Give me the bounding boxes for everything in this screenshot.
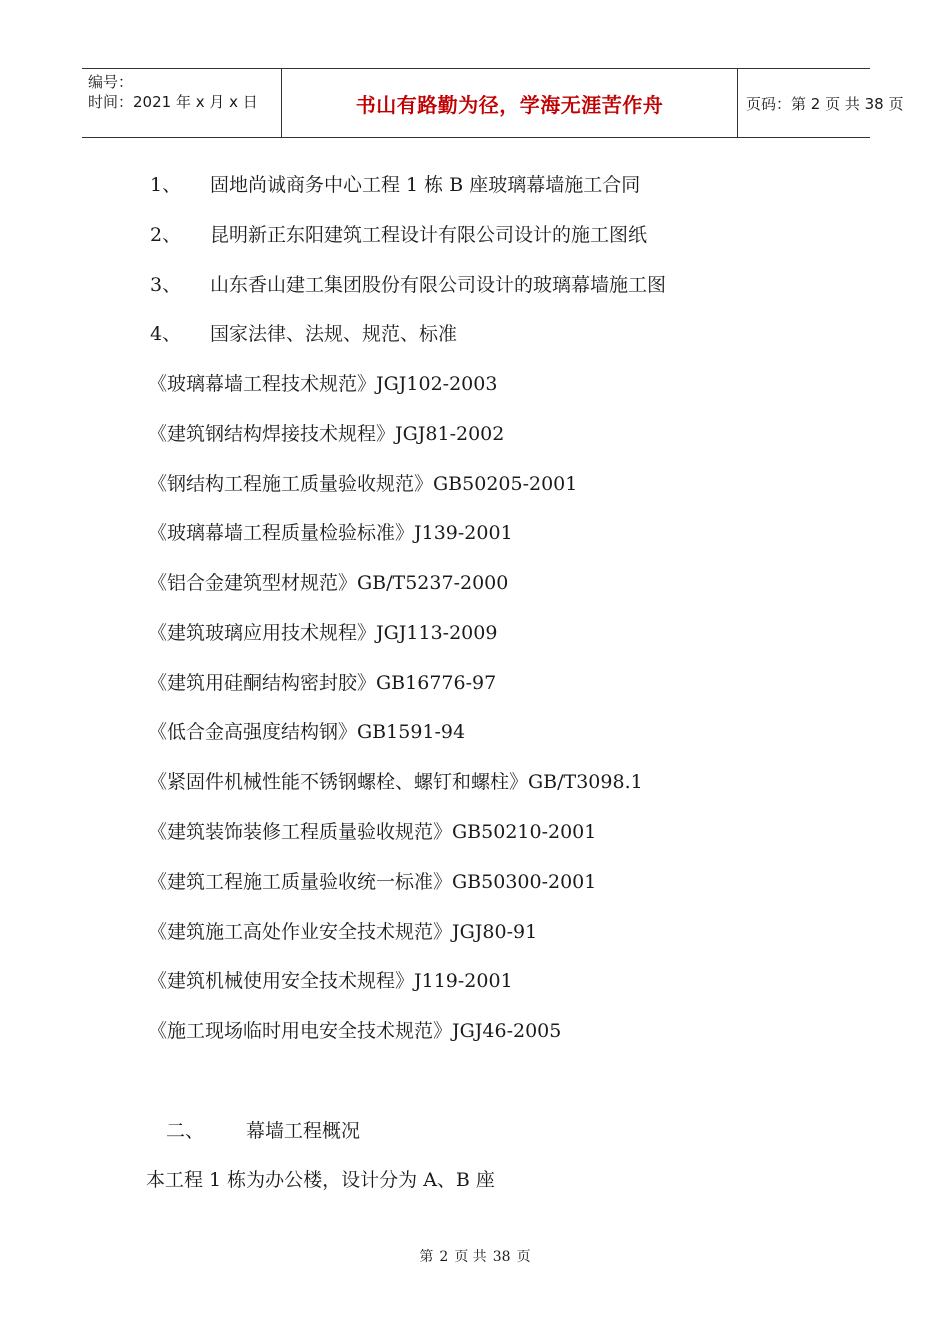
time-label: 时间：2021 年 x 月 x 日 <box>88 93 258 111</box>
section-number: 二、 <box>166 1120 205 1142</box>
standard-item: 《建筑玻璃应用技术规程》JGJ113-2009 <box>148 622 498 644</box>
body-paragraph: 本工程 1 栋为办公楼，设计分为 A、B 座 <box>146 1169 495 1191</box>
basis-item <box>150 173 640 197</box>
basis-number: 4、 <box>150 323 182 345</box>
page-label: 页码：第 2 页 共 38 页 <box>746 94 904 113</box>
standard-item: 《钢结构工程施工质量验收规范》GB50205-2001 <box>148 473 578 495</box>
header-motto-cell <box>282 69 738 137</box>
section-title: 幕墙工程概况 <box>246 1120 361 1142</box>
basis-item <box>150 223 647 247</box>
basis-number: 1、 <box>150 174 182 196</box>
standard-item: 《建筑钢结构焊接技术规程》JGJ81-2002 <box>148 423 505 445</box>
basis-number: 2、 <box>150 224 182 246</box>
basis-text: 山东香山建工集团股份有限公司设计的玻璃幕墙施工图 <box>210 274 667 296</box>
standard-item: 《施工现场临时用电安全技术规范》JGJ46-2005 <box>148 1020 562 1042</box>
footer-suffix: 页 <box>516 1249 531 1265</box>
standard-item: 《建筑用硅酮结构密封胶》GB16776-97 <box>148 672 497 694</box>
footer-page-number: 2 <box>439 1249 449 1265</box>
standard-item: 《玻璃幕墙工程技术规范》JGJ102-2003 <box>148 373 498 395</box>
standard-item: 《建筑装饰装修工程质量验收规范》GB50210-2001 <box>148 821 597 843</box>
standard-item: 《紧固件机械性能不锈钢螺栓、螺钉和螺柱》GB/T3098.1 <box>148 771 643 793</box>
footer-prefix: 第 <box>419 1249 434 1265</box>
standard-item: 《建筑施工高处作业安全技术规范》JGJ80-91 <box>148 921 538 943</box>
footer-mid: 页 共 <box>454 1249 487 1265</box>
standard-item: 《建筑工程施工质量验收统一标准》GB50300-2001 <box>148 871 597 893</box>
standard-item: 《建筑机械使用安全技术规程》J119-2001 <box>148 970 513 992</box>
basis-item <box>150 273 666 297</box>
page-footer <box>0 1246 950 1266</box>
basis-number: 3、 <box>150 274 182 296</box>
basis-text: 昆明新正东阳建筑工程设计有限公司设计的施工图纸 <box>210 224 648 246</box>
header-motto: 书山有路勤为径，学海无涯苦作舟 <box>355 92 664 117</box>
basis-text: 固地尚诚商务中心工程 1 栋 B 座玻璃幕墙施工合同 <box>210 174 641 196</box>
basis-item <box>150 322 457 346</box>
header-page-info <box>738 69 904 137</box>
page-header <box>82 68 904 138</box>
standard-item: 《低合金高强度结构钢》GB1591-94 <box>148 721 466 743</box>
section-heading <box>166 1119 360 1143</box>
footer-total-pages: 38 <box>492 1249 511 1265</box>
basis-text: 国家法律、法规、规范、标准 <box>210 323 458 345</box>
standard-item: 《玻璃幕墙工程质量检验标准》J139-2001 <box>148 522 513 544</box>
standard-item: 《铝合金建筑型材规范》GB/T5237-2000 <box>148 572 509 594</box>
header-meta <box>82 69 282 137</box>
code-label: 编号： <box>88 73 134 91</box>
